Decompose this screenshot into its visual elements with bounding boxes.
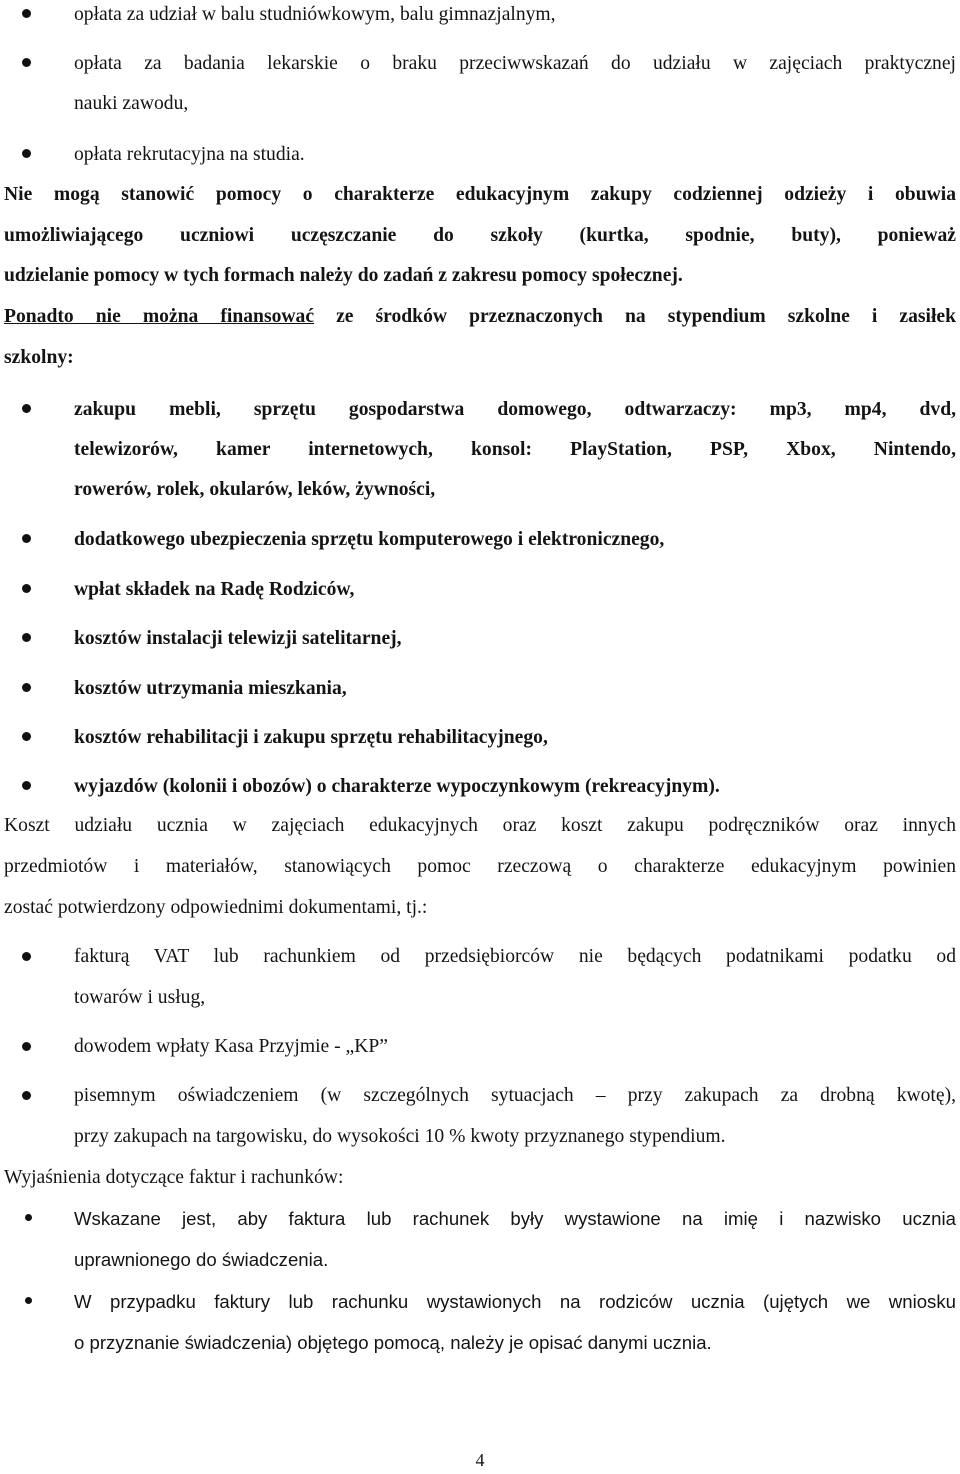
bullet-icon <box>22 781 31 790</box>
list-item: kosztów instalacji telewizji satelitarnej, <box>74 628 402 649</box>
bullet-icon <box>22 683 31 692</box>
list-item: opłata za badania lekarskie o braku przeciwwskazań do udziału w zajęciach praktycznej <box>74 53 956 74</box>
bullet-icon <box>22 732 31 741</box>
bullet-icon <box>25 1297 32 1304</box>
bullet-icon <box>22 633 31 642</box>
paragraph-text: ze środków przeznaczonych na stypendium szkolne i zasiłek <box>314 306 956 327</box>
list-item: opłata rekrutacyjna na studia. <box>74 144 305 165</box>
bullet-icon <box>22 534 31 543</box>
bullet-icon <box>22 1091 31 1100</box>
paragraph-line: Wyjaśnienia dotyczące faktur i rachunków: <box>4 1167 344 1188</box>
list-item: pisemnym oświadczeniem (w szczególnych sytuacjach – przy zakupach za drobną kwotę), <box>74 1085 956 1106</box>
bullet-icon <box>22 149 31 158</box>
list-item: dodatkowego ubezpieczenia sprzętu komputerowego i elektronicznego, <box>74 529 665 550</box>
list-item-continuation: telewizorów, kamer internetowych, konsol: PlayStation, PSP, Xbox, Nintendo, <box>74 439 956 460</box>
paragraph-line: przedmiotów i materiałów, stanowiących pomoc rzeczową o charakterze edukacyjnym powinien <box>4 856 956 877</box>
paragraph-line: udzielanie pomocy w tych formach należy do zadań z zakresu pomocy społecznej. <box>4 265 683 286</box>
list-item: kosztów rehabilitacji i zakupu sprzętu rehabilitacyjnego, <box>74 727 548 748</box>
list-item-continuation: uprawnionego do świadczenia. <box>74 1249 329 1270</box>
list-item: Wskazane jest, aby faktura lub rachunek były wystawione na imię i nazwisko ucznia <box>74 1208 956 1229</box>
paragraph-line <box>4 296 956 337</box>
list-item: zakupu mebli, sprzętu gospodarstwa domowego, odtwarzaczy: mp3, mp4, dvd, <box>74 399 956 420</box>
list-item: wpłat składek na Radę Rodziców, <box>74 579 355 600</box>
list-item: dowodem wpłaty Kasa Przyjmie - „KP” <box>74 1036 388 1057</box>
list-item-continuation: nauki zawodu, <box>74 93 189 114</box>
paragraph-line: umożliwiającego uczniowi uczęszczanie do szkoły (kurtka, spodnie, buty), ponieważ <box>4 225 956 246</box>
paragraph-line: zostać potwierdzony odpowiednimi dokumentami, tj.: <box>4 897 428 918</box>
list-item: fakturą VAT lub rachunkiem od przedsiębiorców nie będących podatnikami podatku od <box>74 946 956 967</box>
bullet-icon <box>22 1042 31 1051</box>
list-item: kosztów utrzymania mieszkania, <box>74 678 347 699</box>
paragraph-line: Koszt udziału ucznia w zajęciach edukacyjnych oraz koszt zakupu podręczników oraz innych <box>4 815 956 836</box>
list-item: W przypadku faktury lub rachunku wystawionych na rodziców ucznia (ujętych we wniosku <box>74 1291 956 1312</box>
bullet-icon <box>22 58 31 67</box>
list-item: opłata za udział w balu studniówkowym, balu gimnazjalnym, <box>74 4 556 25</box>
underlined-phrase: Ponadto nie można finansować <box>4 306 315 327</box>
list-item: wyjazdów (kolonii i obozów) o charakterze wypoczynkowym (rekreacyjnym). <box>74 776 720 797</box>
list-item-continuation: o przyznanie świadczenia) objętego pomocą, należy je opisać danymi ucznia. <box>74 1332 712 1353</box>
list-item-continuation: towarów i usług, <box>74 987 206 1008</box>
bullet-icon <box>22 584 31 593</box>
bullet-icon <box>25 1214 32 1221</box>
list-item-continuation: przy zakupach na targowisku, do wysokości 10 % kwoty przyznanego stypendium. <box>74 1126 726 1147</box>
bullet-icon <box>22 952 31 961</box>
bullet-icon <box>22 404 31 413</box>
paragraph-line: szkolny: <box>4 347 74 368</box>
list-item-continuation: rowerów, rolek, okularów, leków, żywności, <box>74 479 436 500</box>
paragraph-line: Nie mogą stanowić pomocy o charakterze edukacyjnym zakupy codziennej odzieży i obuwia <box>4 184 956 205</box>
bullet-icon <box>22 9 31 18</box>
page-number: 4 <box>475 1450 485 1470</box>
